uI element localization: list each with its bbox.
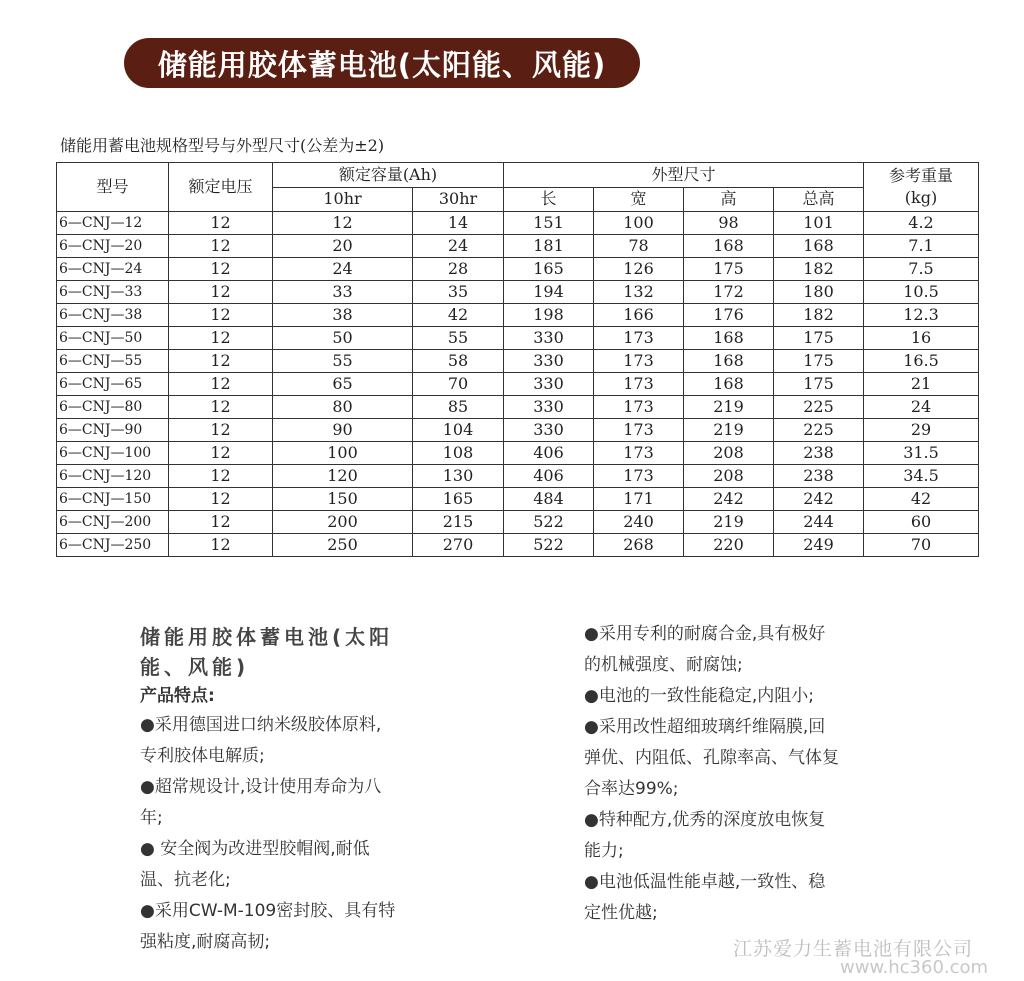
- table-cell: 55: [413, 327, 504, 350]
- table-cell: 522: [504, 511, 594, 534]
- table-cell: 12: [169, 511, 273, 534]
- table-cell: 16.5: [864, 350, 979, 373]
- table-cell: 522: [504, 534, 594, 557]
- table-cell: 250: [273, 534, 413, 557]
- table-row: [57, 281, 979, 304]
- table-row: [57, 212, 979, 235]
- table-cell: 130: [413, 465, 504, 488]
- table-cell: 173: [594, 327, 684, 350]
- table-cell: 132: [594, 281, 684, 304]
- table-cell: 6—CNJ—80: [57, 396, 169, 419]
- table-cell: 194: [504, 281, 594, 304]
- table-cell: 104: [413, 419, 504, 442]
- header-10hr: 10hr: [273, 187, 413, 212]
- table-cell: 100: [594, 212, 684, 235]
- table-cell: 175: [774, 327, 864, 350]
- product-description-left: [140, 622, 460, 958]
- table-cell: 165: [413, 488, 504, 511]
- table-cell: 6—CNJ—38: [57, 304, 169, 327]
- table-cell: 6—CNJ—50: [57, 327, 169, 350]
- table-cell: 330: [504, 350, 594, 373]
- feature-line: ● 安全阀为改进型胶帽阀,耐低: [140, 839, 370, 859]
- table-cell: 31.5: [864, 442, 979, 465]
- table-row: [57, 350, 979, 373]
- table-cell: 168: [684, 350, 774, 373]
- table-cell: 330: [504, 327, 594, 350]
- table-row: [57, 442, 979, 465]
- table-cell: 200: [273, 511, 413, 534]
- table-cell: 12.3: [864, 304, 979, 327]
- table-cell: 406: [504, 442, 594, 465]
- header-weight-unit: (kg): [904, 188, 938, 207]
- table-cell: 90: [273, 419, 413, 442]
- table-cell: 42: [864, 488, 979, 511]
- table-cell: 80: [273, 396, 413, 419]
- table-cell: 173: [594, 442, 684, 465]
- table-cell: 173: [594, 350, 684, 373]
- table-cell: 330: [504, 373, 594, 396]
- table-cell: 38: [273, 304, 413, 327]
- table-cell: 165: [504, 258, 594, 281]
- table-cell: 126: [594, 258, 684, 281]
- table-cell: 238: [774, 442, 864, 465]
- table-cell: 7.1: [864, 235, 979, 258]
- feature-line: ●采用CW-M-109密封胶、具有特: [140, 901, 396, 921]
- table-cell: 171: [594, 488, 684, 511]
- table-cell: 6—CNJ—100: [57, 442, 169, 465]
- table-cell: 12: [169, 373, 273, 396]
- table-cell: 330: [504, 419, 594, 442]
- company-name: 江苏爱力生蓄电池有限公司: [733, 938, 974, 960]
- header-weight-label: 参考重量: [888, 166, 953, 185]
- table-cell: 85: [413, 396, 504, 419]
- table-row: [57, 304, 979, 327]
- table-cell: 173: [594, 419, 684, 442]
- table-cell: 173: [594, 373, 684, 396]
- header-height: 高: [684, 187, 774, 212]
- table-cell: 12: [169, 258, 273, 281]
- feature-line: ●采用改性超细玻璃纤维隔膜,回: [584, 717, 826, 737]
- table-cell: 244: [774, 511, 864, 534]
- feature-line: 弹优、内阻低、孔隙率高、气体复: [584, 748, 839, 768]
- table-cell: 50: [273, 327, 413, 350]
- table-cell: 12: [169, 235, 273, 258]
- table-cell: 168: [684, 327, 774, 350]
- header-voltage: 额定电压: [169, 163, 273, 212]
- feature-line: ●采用专利的耐腐合金,具有极好: [584, 624, 826, 644]
- table-cell: 168: [684, 235, 774, 258]
- table-cell: 268: [594, 534, 684, 557]
- table-cell: 175: [774, 350, 864, 373]
- table-cell: 172: [684, 281, 774, 304]
- table-cell: 6—CNJ—250: [57, 534, 169, 557]
- table-cell: 168: [774, 235, 864, 258]
- table-caption: 储能用蓄电池规格型号与外型尺寸(公差为±2): [60, 136, 385, 155]
- spec-table-body: [57, 212, 979, 557]
- table-cell: 249: [774, 534, 864, 557]
- table-cell: 175: [774, 373, 864, 396]
- table-cell: 406: [504, 465, 594, 488]
- table-cell: 270: [413, 534, 504, 557]
- table-cell: 151: [504, 212, 594, 235]
- table-row: [57, 511, 979, 534]
- table-cell: 225: [774, 419, 864, 442]
- table-cell: 198: [504, 304, 594, 327]
- table-cell: 215: [413, 511, 504, 534]
- table-cell: 6—CNJ—150: [57, 488, 169, 511]
- table-cell: 12: [169, 212, 273, 235]
- table-cell: 12: [169, 281, 273, 304]
- feature-line: 合率达99%;: [584, 779, 679, 799]
- table-cell: 6—CNJ—65: [57, 373, 169, 396]
- table-row: [57, 419, 979, 442]
- table-cell: 6—CNJ—120: [57, 465, 169, 488]
- table-cell: 6—CNJ—55: [57, 350, 169, 373]
- table-cell: 55: [273, 350, 413, 373]
- table-cell: 175: [684, 258, 774, 281]
- feature-line: 年;: [140, 808, 163, 828]
- table-cell: 28: [413, 258, 504, 281]
- table-cell: 33: [273, 281, 413, 304]
- table-row: [57, 396, 979, 419]
- table-cell: 70: [413, 373, 504, 396]
- spec-table: [56, 162, 979, 557]
- table-cell: 70: [864, 534, 979, 557]
- feature-line: ●特种配方,优秀的深度放电恢复: [584, 810, 826, 830]
- spec-table-header: [57, 163, 979, 212]
- table-cell: 12: [169, 327, 273, 350]
- table-row: [57, 373, 979, 396]
- feature-line: 的机械强度、耐腐蚀;: [584, 655, 743, 675]
- table-cell: 7.5: [864, 258, 979, 281]
- table-cell: 65: [273, 373, 413, 396]
- table-cell: 14: [413, 212, 504, 235]
- header-30hr: 30hr: [413, 187, 504, 212]
- table-cell: 101: [774, 212, 864, 235]
- table-cell: 16: [864, 327, 979, 350]
- table-cell: 12: [169, 488, 273, 511]
- feature-line: 温、抗老化;: [140, 870, 231, 890]
- table-cell: 120: [273, 465, 413, 488]
- features-label: 产品特点:: [140, 686, 215, 706]
- table-cell: 108: [413, 442, 504, 465]
- table-cell: 58: [413, 350, 504, 373]
- table-cell: 24: [413, 235, 504, 258]
- table-cell: 98: [684, 212, 774, 235]
- table-cell: 182: [774, 258, 864, 281]
- table-cell: 6—CNJ—12: [57, 212, 169, 235]
- table-row: [57, 258, 979, 281]
- table-cell: 173: [594, 465, 684, 488]
- table-row: [57, 488, 979, 511]
- table-cell: 24: [864, 396, 979, 419]
- product-title-line1: 储能用胶体蓄电池(太阳: [140, 625, 394, 649]
- product-title-line2: 能、风能): [140, 655, 250, 679]
- feature-line: ●电池的一致性能稳定,内阻小;: [584, 686, 814, 706]
- table-cell: 484: [504, 488, 594, 511]
- table-cell: 220: [684, 534, 774, 557]
- table-cell: 166: [594, 304, 684, 327]
- table-cell: 173: [594, 396, 684, 419]
- feature-line: 专利胶体电解质;: [140, 746, 265, 766]
- table-cell: 12: [169, 304, 273, 327]
- table-cell: 6—CNJ—24: [57, 258, 169, 281]
- table-cell: 180: [774, 281, 864, 304]
- header-capacity: 额定容量(Ah): [273, 163, 504, 188]
- product-description-right: [584, 619, 904, 929]
- table-cell: 24: [273, 258, 413, 281]
- table-cell: 168: [684, 373, 774, 396]
- table-cell: 100: [273, 442, 413, 465]
- feature-line: 定性优越;: [584, 903, 658, 923]
- table-cell: 176: [684, 304, 774, 327]
- table-cell: 219: [684, 396, 774, 419]
- header-weight: [864, 163, 979, 212]
- table-cell: 225: [774, 396, 864, 419]
- header-length: 长: [504, 187, 594, 212]
- watermark-url: www.hc360.com: [840, 957, 989, 978]
- feature-line: 能力;: [584, 841, 624, 861]
- page-banner: 储能用胶体蓄电池(太阳能、风能): [124, 38, 640, 88]
- table-cell: 238: [774, 465, 864, 488]
- feature-list-left: [140, 710, 460, 958]
- table-cell: 34.5: [864, 465, 979, 488]
- table-cell: 330: [504, 396, 594, 419]
- table-cell: 42: [413, 304, 504, 327]
- table-cell: 208: [684, 465, 774, 488]
- table-row: [57, 327, 979, 350]
- table-cell: 12: [169, 442, 273, 465]
- table-row: [57, 465, 979, 488]
- table-cell: 6—CNJ—20: [57, 235, 169, 258]
- table-row: [57, 235, 979, 258]
- table-cell: 12: [169, 419, 273, 442]
- table-cell: 12: [169, 350, 273, 373]
- table-cell: 78: [594, 235, 684, 258]
- table-cell: 242: [774, 488, 864, 511]
- table-cell: 6—CNJ—90: [57, 419, 169, 442]
- table-cell: 182: [774, 304, 864, 327]
- table-cell: 208: [684, 442, 774, 465]
- header-total-height: 总高: [774, 187, 864, 212]
- table-row: [57, 534, 979, 557]
- feature-line: 强粘度,耐腐高韧;: [140, 932, 271, 952]
- table-cell: 6—CNJ—33: [57, 281, 169, 304]
- table-cell: 240: [594, 511, 684, 534]
- header-dimensions: 外型尺寸: [504, 163, 864, 188]
- feature-line: ●电池低温性能卓越,一致性、稳: [584, 872, 826, 892]
- feature-line: ●超常规设计,设计使用寿命为八: [140, 777, 382, 797]
- table-cell: 219: [684, 511, 774, 534]
- header-model: 型号: [57, 163, 169, 212]
- table-cell: 219: [684, 419, 774, 442]
- table-cell: 29: [864, 419, 979, 442]
- table-cell: 12: [169, 465, 273, 488]
- table-cell: 60: [864, 511, 979, 534]
- feature-line: ●采用德国进口纳米级胶体原料,: [140, 715, 382, 735]
- table-cell: 12: [169, 396, 273, 419]
- table-cell: 12: [273, 212, 413, 235]
- table-cell: 150: [273, 488, 413, 511]
- header-width: 宽: [594, 187, 684, 212]
- table-cell: 21: [864, 373, 979, 396]
- table-cell: 12: [169, 534, 273, 557]
- table-cell: 35: [413, 281, 504, 304]
- table-cell: 6—CNJ—200: [57, 511, 169, 534]
- table-cell: 4.2: [864, 212, 979, 235]
- table-cell: 242: [684, 488, 774, 511]
- table-cell: 20: [273, 235, 413, 258]
- table-cell: 10.5: [864, 281, 979, 304]
- table-cell: 181: [504, 235, 594, 258]
